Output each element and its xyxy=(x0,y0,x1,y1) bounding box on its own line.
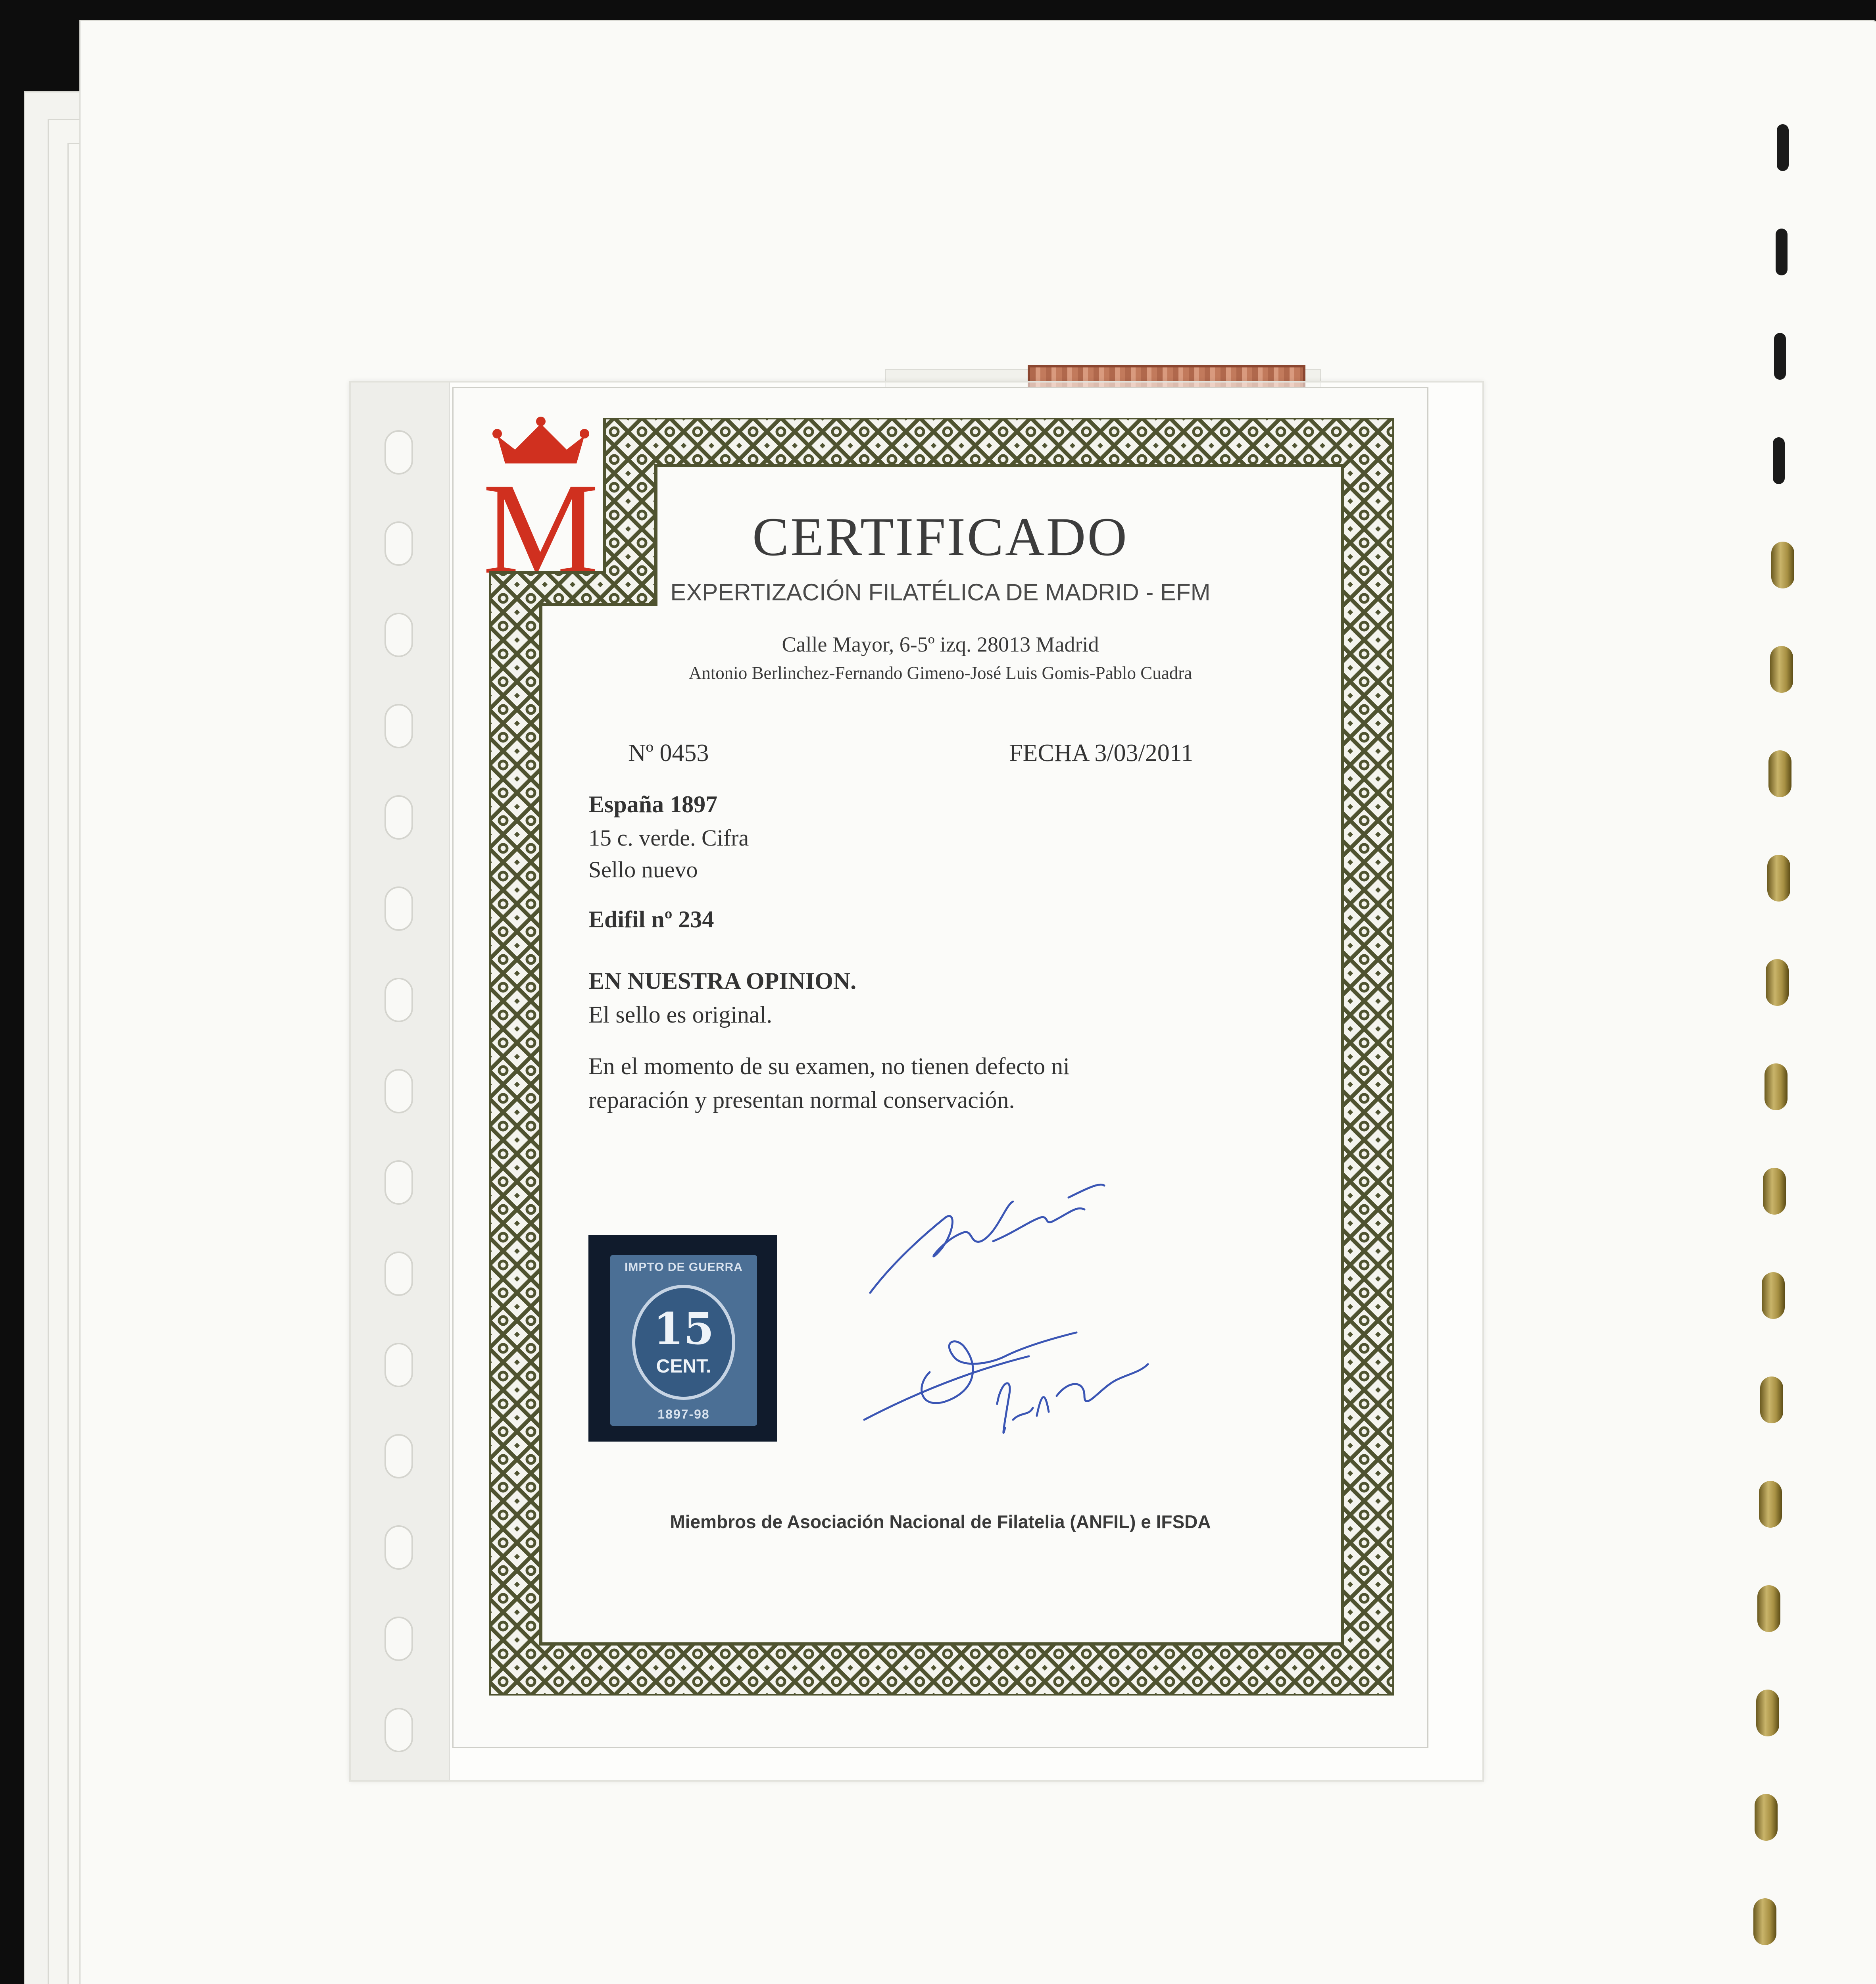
sleeve-hole xyxy=(384,1434,413,1478)
stamp-value: 15 xyxy=(653,1303,714,1354)
item-condition: Sello nuevo xyxy=(588,857,698,882)
sleeve-hole xyxy=(384,1069,413,1113)
certificate-title: CERTIFICADO xyxy=(752,506,1129,567)
membership-footer: Miembros de Asociación Nacional de Filatelia (ANFIL) e IFSDA xyxy=(670,1511,1211,1532)
sleeve-hole xyxy=(384,1160,413,1205)
logo-letter: M xyxy=(482,456,599,579)
certificate xyxy=(452,387,1428,1748)
binding-hole xyxy=(1759,1481,1782,1528)
certificate-number: Nº 0453 xyxy=(628,740,709,767)
binding-hole xyxy=(1776,229,1788,275)
signature-gimeno xyxy=(864,1332,1076,1420)
certificate-date: FECHA 3/03/2011 xyxy=(1009,740,1194,767)
binding-hole xyxy=(1760,1376,1783,1423)
binding-hole xyxy=(1771,542,1794,588)
binding-hole xyxy=(1755,1794,1778,1841)
sleeve-hole xyxy=(384,1252,413,1296)
examination-note-line-2: reparación y presentan normal conservación. xyxy=(588,1087,1015,1113)
binding-hole xyxy=(1777,124,1789,171)
sleeve-hole xyxy=(384,613,413,657)
binding-hole xyxy=(1774,333,1786,380)
binding-hole xyxy=(1770,646,1793,693)
sleeve-hole-strip xyxy=(351,383,450,1780)
opinion-verdict: El sello es original. xyxy=(588,1002,773,1028)
stamp-value-oval xyxy=(632,1285,735,1400)
item-description: 15 c. verde. Cifra xyxy=(588,825,749,851)
stamp xyxy=(610,1255,757,1426)
expert-signatures xyxy=(862,1142,1164,1459)
binding-hole xyxy=(1766,959,1789,1006)
sleeve-hole xyxy=(384,795,413,840)
issuer-address: Calle Mayor, 6-5º izq. 28013 Madrid xyxy=(782,632,1099,656)
binding-hole xyxy=(1768,750,1791,797)
sleeve-hole xyxy=(384,1525,413,1570)
binding-hole xyxy=(1762,1272,1785,1319)
stamp-photo xyxy=(588,1235,777,1442)
catalogue-number: Edifil nº 234 xyxy=(588,906,714,932)
binding-hole xyxy=(1767,855,1790,902)
binding-hole xyxy=(1763,1168,1786,1215)
sleeve-hole xyxy=(384,1617,413,1661)
stamp-years: 1897-98 xyxy=(657,1407,710,1421)
signature-cuadra xyxy=(997,1364,1148,1433)
opinion-heading: EN NUESTRA OPINION. xyxy=(588,968,857,994)
sleeve-hole xyxy=(384,978,413,1022)
sleeve-hole xyxy=(384,886,413,931)
stamp-top-text: IMPTO DE GUERRA xyxy=(625,1261,743,1274)
sleeve-hole xyxy=(384,704,413,748)
sleeve-hole xyxy=(384,430,413,475)
binding-hole xyxy=(1773,437,1785,484)
sleeve-hole xyxy=(384,1343,413,1387)
sleeve-hole xyxy=(384,1708,413,1752)
stamp-unit: CENT. xyxy=(656,1356,711,1377)
item-country-year: España 1897 xyxy=(588,791,718,817)
binding-hole xyxy=(1757,1585,1780,1632)
signature-gomis xyxy=(870,1184,1104,1293)
certificate-issuer: EXPERTIZACIÓN FILATÉLICA DE MADRID - EFM xyxy=(670,579,1211,606)
examination-note-line-1: En el momento de su examen, no tienen defecto ni xyxy=(588,1053,1070,1079)
binding-hole xyxy=(1765,1063,1788,1110)
sleeve-hole xyxy=(384,521,413,566)
binding-hole xyxy=(1753,1898,1776,1945)
binding-hole xyxy=(1756,1690,1779,1736)
expert-names: Antonio Berlinchez-Fernando Gimeno-José Luis Gomis-Pablo Cuadra xyxy=(688,663,1192,683)
